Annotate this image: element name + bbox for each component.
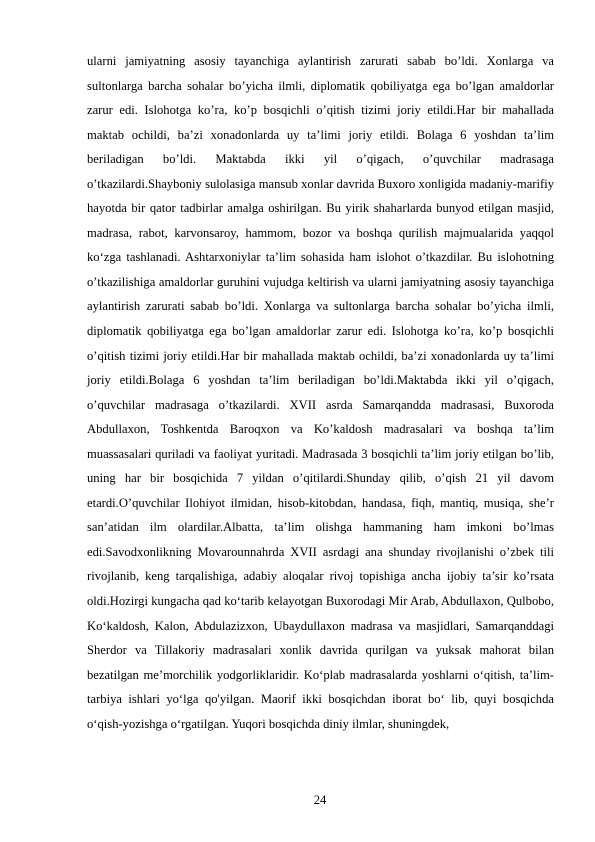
page-number: 24 bbox=[313, 793, 327, 807]
body-paragraph: ularni jamiyatning asosiy tayanchiga aylantirish zarurati sabab bo’ldi. Xonlarga va sultonlarga barcha sohalar bo’yicha ilmli, diplomatik qobiliyatga ega bo’lgan amaldorlar zarur edi. Islohotga ko’ra, ko’p bosqichli o’qitish tizimi joriy etildi.Har bir mahallada maktab ochildi, ba’zi xonadonlarda uy ta’limi joriy etildi. Bolaga 6 yoshdan ta’lim beriladigan bo’ldi. Maktabda ikki yil o’qigach, o’quvchilar madrasaga o’tkazilardi.Shayboniy sulolasiga mansub xonlar davrida Buxoro xonligida madaniy-marifiy hayotda bir qator tadbirlar amalga oshirilgan. Bu yirik shaharlarda bunyod etilgan masjid, madrasa, rabot, karvonsaroy, hammom, bozor va boshqa qurilish majmualarida yaqqol ko‘zga tashlanadi. Ashtarxoniylar ta’lim sohasida ham islohot o’tkazdilar. Bu islohotning o’tkazilishiga amaldorlar guruhini vujudga keltirish va ularni jamiyatning asosiy tayanchiga aylantirish zarurati sabab bo’ldi. Xonlarga va sultonlarga barcha sohalar bo’yicha ilmli, diplomatik qobiliyatga ega bo’lgan amaldorlar zarur edi. Islohotga ko’ra, ko’p bosqichli o’qitish tizimi joriy etildi.Har bir mahallada maktab ochildi, ba’zi xonadonlarda uy ta’limi joriy etildi.Bolaga 6 yoshdan ta’lim beriladigan bo’ldi.Maktabda ikki yil o’qigach, o’quvchilar madrasaga o’tkazilardi. XVII asrda Samarqandda madrasasi, Buxoroda Abdullaxon, Toshkentda Baroqxon va Ko’kaldosh madrasalari va boshqa ta’lim muassasalari quriladi va faoliyat yuritadi. Madrasada 3 bosqichli ta’lim joriy etilgan bo’lib, uning har bir bosqichida 7 yildan o’qitilardi.Shunday qilib, o’qish 21 yil davom etardi.O’quvchilar Ilohiyot ilmidan, hisob-kitobdan, handasa, fiqh, mantiq, musiqa, she’r san’atidan ilm olardilar.Albatta, ta’lim olishga hammaning ham imkoni bo’lmas edi.Savodxonlikning Movarounnahrda XVII asrdagi ana shunday rivojlanishi o’zbek tili rivojlanib, keng tarqalishiga, adabiy aloqalar rivoj topishiga ancha ijobiy ta’sir ko’rsata oldi.Hozirgi kungacha qad ko‘tarib kelayotgan Buxorodagi Mir Arab, Abdullaxon, Qulbobo, Ko‘kaldosh, Kalon, Abdulazizxon, Ubaydullaxon madrasa va masjidlari, Samarqanddagi Sherdor va Tillakoriy madrasalari xonlik davrida qurilgan va yuksak mahorat bilan bezatilgan me’morchilik yodgorliklaridir. Ko‘plab madrasalarda yoshlarni o‘qitish, ta’lim-tarbiya ishlari yo‘lga qo'yilgan. Maorif ikki bosqichdan iborat bo‘ lib, quyi bosqichda o‘qish-yozishga o‘rgatilgan. Yuqori bosqichda diniy ilmlar, shuningdek, bbox=[87, 54, 554, 731]
